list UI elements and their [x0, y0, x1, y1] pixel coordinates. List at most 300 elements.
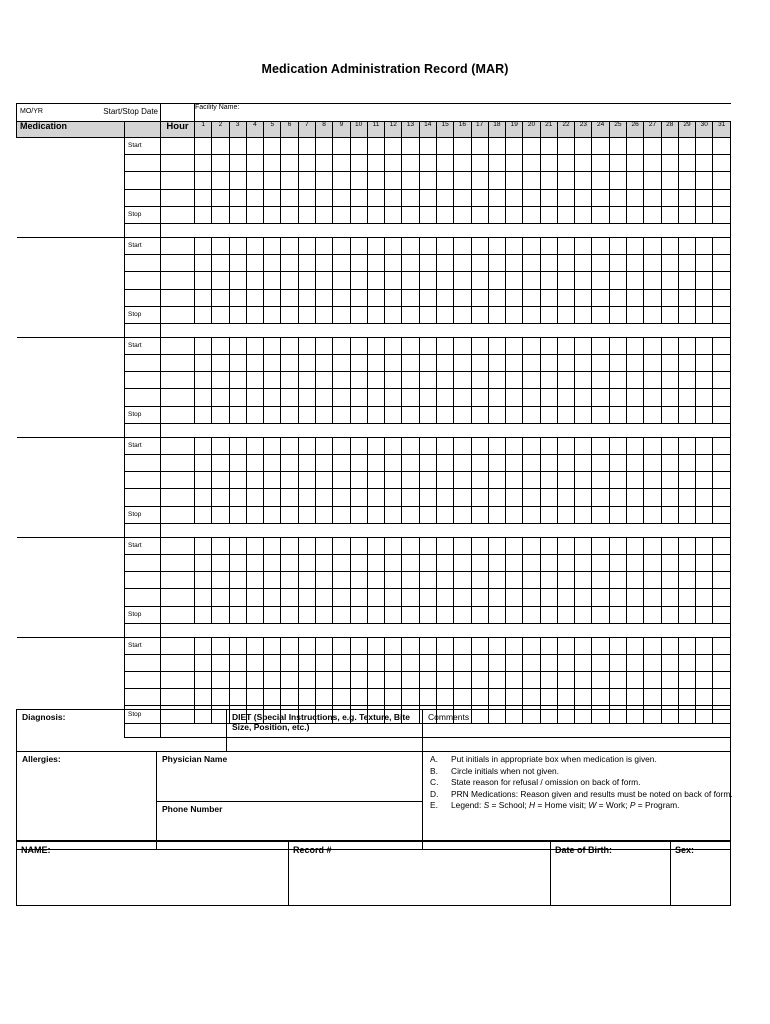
day-entry-cell[interactable]	[713, 189, 731, 206]
day-entry-cell[interactable]	[281, 554, 298, 571]
day-entry-cell[interactable]	[419, 206, 436, 223]
day-entry-cell[interactable]	[661, 489, 678, 506]
day-entry-cell[interactable]	[609, 589, 626, 606]
day-entry-cell[interactable]	[385, 572, 402, 589]
day-entry-cell[interactable]	[661, 155, 678, 172]
day-entry-cell[interactable]	[575, 406, 592, 423]
day-entry-cell[interactable]	[195, 189, 212, 206]
day-entry-cell[interactable]	[419, 255, 436, 272]
day-entry-cell[interactable]	[678, 155, 695, 172]
day-entry-cell[interactable]	[454, 138, 471, 155]
day-entry-cell[interactable]	[557, 289, 574, 306]
day-entry-cell[interactable]	[592, 455, 609, 472]
day-entry-cell[interactable]	[557, 406, 574, 423]
day-entry-cell[interactable]	[454, 289, 471, 306]
hour-entry-cell[interactable]	[161, 255, 195, 272]
day-entry-cell[interactable]	[246, 237, 263, 254]
day-entry-cell[interactable]	[350, 554, 367, 571]
day-entry-cell[interactable]	[696, 489, 713, 506]
day-entry-cell[interactable]	[609, 306, 626, 323]
day-entry-cell[interactable]	[454, 406, 471, 423]
day-entry-cell[interactable]	[402, 437, 419, 454]
day-entry-cell[interactable]	[212, 355, 229, 372]
start-stop-blank-cell[interactable]	[125, 554, 161, 571]
day-entry-cell[interactable]	[540, 138, 557, 155]
day-entry-cell[interactable]	[471, 237, 488, 254]
day-entry-cell[interactable]	[661, 138, 678, 155]
day-entry-cell[interactable]	[540, 237, 557, 254]
day-entry-cell[interactable]	[454, 654, 471, 671]
day-entry-cell[interactable]	[315, 572, 332, 589]
day-entry-cell[interactable]	[627, 537, 644, 554]
record-cell[interactable]	[289, 841, 551, 906]
day-entry-cell[interactable]	[298, 537, 315, 554]
day-entry-cell[interactable]	[419, 306, 436, 323]
day-entry-cell[interactable]	[246, 537, 263, 554]
medication-name-field[interactable]	[17, 237, 125, 323]
day-entry-cell[interactable]	[644, 689, 661, 706]
day-entry-cell[interactable]	[609, 372, 626, 389]
day-entry-cell[interactable]	[195, 455, 212, 472]
day-entry-cell[interactable]	[315, 138, 332, 155]
start-stop-blank-cell[interactable]	[125, 689, 161, 706]
day-entry-cell[interactable]	[402, 206, 419, 223]
day-entry-cell[interactable]	[557, 337, 574, 354]
day-entry-cell[interactable]	[471, 355, 488, 372]
day-entry-cell[interactable]	[402, 637, 419, 654]
day-entry-cell[interactable]	[506, 489, 523, 506]
day-entry-cell[interactable]	[592, 289, 609, 306]
start-stop-blank-cell[interactable]	[125, 255, 161, 272]
day-entry-cell[interactable]	[333, 372, 350, 389]
day-entry-cell[interactable]	[281, 437, 298, 454]
day-entry-cell[interactable]	[436, 554, 453, 571]
day-entry-cell[interactable]	[298, 637, 315, 654]
day-entry-cell[interactable]	[592, 337, 609, 354]
day-entry-cell[interactable]	[678, 554, 695, 571]
day-entry-cell[interactable]	[523, 506, 540, 523]
day-entry-cell[interactable]	[436, 206, 453, 223]
day-entry-cell[interactable]	[264, 589, 281, 606]
day-entry-cell[interactable]	[575, 637, 592, 654]
day-entry-cell[interactable]	[436, 237, 453, 254]
day-entry-cell[interactable]	[488, 237, 505, 254]
day-entry-cell[interactable]	[696, 372, 713, 389]
day-entry-cell[interactable]	[315, 255, 332, 272]
hour-entry-cell[interactable]	[161, 455, 195, 472]
day-entry-cell[interactable]	[471, 589, 488, 606]
day-entry-cell[interactable]	[488, 637, 505, 654]
day-entry-cell[interactable]	[540, 455, 557, 472]
day-entry-cell[interactable]	[471, 172, 488, 189]
day-entry-cell[interactable]	[506, 654, 523, 671]
start-stop-blank-cell[interactable]	[125, 189, 161, 206]
day-entry-cell[interactable]	[315, 472, 332, 489]
day-entry-cell[interactable]	[298, 372, 315, 389]
day-entry-cell[interactable]	[281, 489, 298, 506]
day-entry-cell[interactable]	[506, 637, 523, 654]
day-entry-cell[interactable]	[592, 406, 609, 423]
day-entry-cell[interactable]	[540, 689, 557, 706]
day-entry-cell[interactable]	[229, 306, 246, 323]
day-entry-cell[interactable]	[471, 389, 488, 406]
day-entry-cell[interactable]	[644, 337, 661, 354]
day-entry-cell[interactable]	[281, 472, 298, 489]
day-entry-cell[interactable]	[350, 489, 367, 506]
day-entry-cell[interactable]	[575, 437, 592, 454]
medication-name-field[interactable]	[17, 537, 125, 623]
day-entry-cell[interactable]	[298, 489, 315, 506]
day-entry-cell[interactable]	[488, 589, 505, 606]
day-entry-cell[interactable]	[454, 306, 471, 323]
day-entry-cell[interactable]	[454, 506, 471, 523]
day-entry-cell[interactable]	[627, 138, 644, 155]
day-entry-cell[interactable]	[436, 537, 453, 554]
day-entry-cell[interactable]	[627, 689, 644, 706]
day-entry-cell[interactable]	[506, 355, 523, 372]
day-entry-cell[interactable]	[592, 138, 609, 155]
day-entry-cell[interactable]	[333, 138, 350, 155]
day-entry-cell[interactable]	[436, 472, 453, 489]
day-entry-cell[interactable]	[385, 537, 402, 554]
day-entry-cell[interactable]	[644, 637, 661, 654]
day-entry-cell[interactable]	[350, 472, 367, 489]
day-entry-cell[interactable]	[609, 389, 626, 406]
day-entry-cell[interactable]	[713, 455, 731, 472]
day-entry-cell[interactable]	[454, 372, 471, 389]
day-entry-cell[interactable]	[367, 689, 384, 706]
day-entry-cell[interactable]	[212, 389, 229, 406]
day-entry-cell[interactable]	[557, 637, 574, 654]
day-entry-cell[interactable]	[627, 472, 644, 489]
day-entry-cell[interactable]	[333, 654, 350, 671]
day-entry-cell[interactable]	[540, 654, 557, 671]
day-entry-cell[interactable]	[678, 406, 695, 423]
day-entry-cell[interactable]	[696, 672, 713, 689]
day-entry-cell[interactable]	[678, 189, 695, 206]
day-entry-cell[interactable]	[592, 237, 609, 254]
day-entry-cell[interactable]	[506, 272, 523, 289]
day-entry-cell[interactable]	[315, 506, 332, 523]
day-entry-cell[interactable]	[523, 472, 540, 489]
day-entry-cell[interactable]	[333, 406, 350, 423]
day-entry-cell[interactable]	[540, 406, 557, 423]
day-entry-cell[interactable]	[367, 372, 384, 389]
day-entry-cell[interactable]	[212, 637, 229, 654]
day-entry-cell[interactable]	[385, 389, 402, 406]
day-entry-cell[interactable]	[264, 554, 281, 571]
day-entry-cell[interactable]	[454, 437, 471, 454]
day-entry-cell[interactable]	[713, 406, 731, 423]
day-entry-cell[interactable]	[419, 389, 436, 406]
day-entry-cell[interactable]	[385, 337, 402, 354]
day-entry-cell[interactable]	[678, 255, 695, 272]
day-entry-cell[interactable]	[367, 572, 384, 589]
day-entry-cell[interactable]	[264, 138, 281, 155]
day-entry-cell[interactable]	[281, 306, 298, 323]
day-entry-cell[interactable]	[609, 654, 626, 671]
day-entry-cell[interactable]	[195, 172, 212, 189]
day-entry-cell[interactable]	[281, 572, 298, 589]
day-entry-cell[interactable]	[696, 155, 713, 172]
day-entry-cell[interactable]	[592, 206, 609, 223]
day-entry-cell[interactable]	[229, 406, 246, 423]
day-entry-cell[interactable]	[609, 206, 626, 223]
day-entry-cell[interactable]	[454, 572, 471, 589]
day-entry-cell[interactable]	[402, 372, 419, 389]
day-entry-cell[interactable]	[419, 689, 436, 706]
day-entry-cell[interactable]	[402, 689, 419, 706]
day-entry-cell[interactable]	[471, 506, 488, 523]
hour-entry-cell[interactable]	[161, 337, 195, 354]
day-entry-cell[interactable]	[696, 606, 713, 623]
day-entry-cell[interactable]	[350, 272, 367, 289]
day-entry-cell[interactable]	[609, 506, 626, 523]
day-entry-cell[interactable]	[523, 206, 540, 223]
day-entry-cell[interactable]	[592, 272, 609, 289]
day-entry-cell[interactable]	[229, 654, 246, 671]
day-entry-cell[interactable]	[264, 437, 281, 454]
hour-entry-cell[interactable]	[161, 406, 195, 423]
day-entry-cell[interactable]	[696, 506, 713, 523]
day-entry-cell[interactable]	[333, 672, 350, 689]
day-entry-cell[interactable]	[661, 355, 678, 372]
day-entry-cell[interactable]	[419, 372, 436, 389]
day-entry-cell[interactable]	[557, 455, 574, 472]
day-entry-cell[interactable]	[592, 589, 609, 606]
day-entry-cell[interactable]	[661, 589, 678, 606]
day-entry-cell[interactable]	[264, 572, 281, 589]
day-entry-cell[interactable]	[609, 572, 626, 589]
hour-entry-cell[interactable]	[161, 206, 195, 223]
day-entry-cell[interactable]	[298, 437, 315, 454]
day-entry-cell[interactable]	[195, 138, 212, 155]
day-entry-cell[interactable]	[333, 337, 350, 354]
day-entry-cell[interactable]	[402, 537, 419, 554]
day-entry-cell[interactable]	[627, 589, 644, 606]
day-entry-cell[interactable]	[436, 389, 453, 406]
day-entry-cell[interactable]	[195, 537, 212, 554]
day-entry-cell[interactable]	[454, 455, 471, 472]
day-entry-cell[interactable]	[402, 455, 419, 472]
day-entry-cell[interactable]	[696, 589, 713, 606]
day-entry-cell[interactable]	[350, 372, 367, 389]
day-entry-cell[interactable]	[696, 138, 713, 155]
day-entry-cell[interactable]	[367, 355, 384, 372]
day-entry-cell[interactable]	[385, 172, 402, 189]
day-entry-cell[interactable]	[592, 606, 609, 623]
day-entry-cell[interactable]	[436, 289, 453, 306]
day-entry-cell[interactable]	[264, 272, 281, 289]
day-entry-cell[interactable]	[264, 606, 281, 623]
day-entry-cell[interactable]	[246, 172, 263, 189]
day-entry-cell[interactable]	[644, 472, 661, 489]
day-entry-cell[interactable]	[575, 337, 592, 354]
day-entry-cell[interactable]	[696, 272, 713, 289]
day-entry-cell[interactable]	[678, 654, 695, 671]
day-entry-cell[interactable]	[627, 372, 644, 389]
day-entry-cell[interactable]	[246, 672, 263, 689]
day-entry-cell[interactable]	[402, 237, 419, 254]
day-entry-cell[interactable]	[627, 455, 644, 472]
day-entry-cell[interactable]	[385, 606, 402, 623]
day-entry-cell[interactable]	[436, 138, 453, 155]
day-entry-cell[interactable]	[195, 289, 212, 306]
day-entry-cell[interactable]	[195, 406, 212, 423]
day-entry-cell[interactable]	[402, 306, 419, 323]
day-entry-cell[interactable]	[627, 654, 644, 671]
start-stop-blank-cell[interactable]	[125, 289, 161, 306]
day-entry-cell[interactable]	[385, 306, 402, 323]
day-entry-cell[interactable]	[696, 472, 713, 489]
stop-label-cell[interactable]	[125, 206, 161, 223]
day-entry-cell[interactable]	[488, 155, 505, 172]
day-entry-cell[interactable]	[350, 406, 367, 423]
day-entry-cell[interactable]	[523, 138, 540, 155]
day-entry-cell[interactable]	[281, 237, 298, 254]
day-entry-cell[interactable]	[281, 606, 298, 623]
start-stop-blank-cell[interactable]	[125, 372, 161, 389]
day-entry-cell[interactable]	[315, 654, 332, 671]
start-stop-blank-cell[interactable]	[125, 489, 161, 506]
day-entry-cell[interactable]	[419, 506, 436, 523]
day-entry-cell[interactable]	[281, 272, 298, 289]
day-entry-cell[interactable]	[212, 138, 229, 155]
day-entry-cell[interactable]	[644, 554, 661, 571]
day-entry-cell[interactable]	[246, 272, 263, 289]
day-entry-cell[interactable]	[609, 406, 626, 423]
day-entry-cell[interactable]	[678, 637, 695, 654]
day-entry-cell[interactable]	[506, 237, 523, 254]
day-entry-cell[interactable]	[229, 455, 246, 472]
day-entry-cell[interactable]	[557, 355, 574, 372]
day-entry-cell[interactable]	[419, 272, 436, 289]
day-entry-cell[interactable]	[696, 206, 713, 223]
day-entry-cell[interactable]	[661, 237, 678, 254]
day-entry-cell[interactable]	[557, 138, 574, 155]
day-entry-cell[interactable]	[281, 255, 298, 272]
day-entry-cell[interactable]	[385, 455, 402, 472]
day-entry-cell[interactable]	[350, 589, 367, 606]
day-entry-cell[interactable]	[661, 654, 678, 671]
day-entry-cell[interactable]	[246, 206, 263, 223]
start-label-cell[interactable]	[125, 138, 161, 155]
day-entry-cell[interactable]	[195, 637, 212, 654]
day-entry-cell[interactable]	[436, 306, 453, 323]
day-entry-cell[interactable]	[229, 589, 246, 606]
day-entry-cell[interactable]	[229, 172, 246, 189]
day-entry-cell[interactable]	[212, 437, 229, 454]
day-entry-cell[interactable]	[471, 689, 488, 706]
day-entry-cell[interactable]	[471, 489, 488, 506]
day-entry-cell[interactable]	[298, 289, 315, 306]
day-entry-cell[interactable]	[385, 472, 402, 489]
day-entry-cell[interactable]	[575, 155, 592, 172]
day-entry-cell[interactable]	[488, 437, 505, 454]
day-entry-cell[interactable]	[367, 672, 384, 689]
day-entry-cell[interactable]	[575, 172, 592, 189]
day-entry-cell[interactable]	[195, 437, 212, 454]
day-entry-cell[interactable]	[229, 606, 246, 623]
day-entry-cell[interactable]	[661, 272, 678, 289]
day-entry-cell[interactable]	[713, 472, 731, 489]
comments-cell[interactable]	[423, 710, 731, 752]
day-entry-cell[interactable]	[402, 289, 419, 306]
day-entry-cell[interactable]	[557, 489, 574, 506]
start-stop-blank-cell[interactable]	[125, 389, 161, 406]
day-entry-cell[interactable]	[713, 237, 731, 254]
day-entry-cell[interactable]	[402, 255, 419, 272]
day-entry-cell[interactable]	[315, 554, 332, 571]
day-entry-cell[interactable]	[367, 472, 384, 489]
day-entry-cell[interactable]	[713, 554, 731, 571]
hour-entry-cell[interactable]	[161, 389, 195, 406]
day-entry-cell[interactable]	[678, 289, 695, 306]
day-entry-cell[interactable]	[195, 155, 212, 172]
day-entry-cell[interactable]	[402, 672, 419, 689]
day-entry-cell[interactable]	[523, 654, 540, 671]
day-entry-cell[interactable]	[385, 189, 402, 206]
day-entry-cell[interactable]	[229, 155, 246, 172]
day-entry-cell[interactable]	[246, 489, 263, 506]
start-stop-blank-cell[interactable]	[125, 155, 161, 172]
day-entry-cell[interactable]	[333, 572, 350, 589]
day-entry-cell[interactable]	[678, 372, 695, 389]
day-entry-cell[interactable]	[471, 537, 488, 554]
day-entry-cell[interactable]	[298, 337, 315, 354]
day-entry-cell[interactable]	[661, 672, 678, 689]
day-entry-cell[interactable]	[661, 572, 678, 589]
day-entry-cell[interactable]	[557, 506, 574, 523]
day-entry-cell[interactable]	[367, 654, 384, 671]
day-entry-cell[interactable]	[281, 372, 298, 389]
day-entry-cell[interactable]	[419, 572, 436, 589]
day-entry-cell[interactable]	[454, 389, 471, 406]
day-entry-cell[interactable]	[436, 689, 453, 706]
day-entry-cell[interactable]	[644, 289, 661, 306]
day-entry-cell[interactable]	[298, 689, 315, 706]
day-entry-cell[interactable]	[713, 672, 731, 689]
day-entry-cell[interactable]	[523, 172, 540, 189]
day-entry-cell[interactable]	[281, 455, 298, 472]
day-entry-cell[interactable]	[367, 306, 384, 323]
day-entry-cell[interactable]	[506, 406, 523, 423]
day-entry-cell[interactable]	[575, 689, 592, 706]
day-entry-cell[interactable]	[575, 554, 592, 571]
day-entry-cell[interactable]	[627, 172, 644, 189]
day-entry-cell[interactable]	[195, 237, 212, 254]
day-entry-cell[interactable]	[523, 155, 540, 172]
day-entry-cell[interactable]	[454, 355, 471, 372]
day-entry-cell[interactable]	[575, 289, 592, 306]
day-entry-cell[interactable]	[713, 489, 731, 506]
day-entry-cell[interactable]	[713, 355, 731, 372]
day-entry-cell[interactable]	[436, 355, 453, 372]
day-entry-cell[interactable]	[627, 206, 644, 223]
medication-name-field[interactable]	[17, 437, 125, 523]
day-entry-cell[interactable]	[557, 372, 574, 389]
day-entry-cell[interactable]	[454, 637, 471, 654]
day-entry-cell[interactable]	[385, 138, 402, 155]
day-entry-cell[interactable]	[575, 589, 592, 606]
day-entry-cell[interactable]	[229, 372, 246, 389]
day-entry-cell[interactable]	[540, 572, 557, 589]
day-entry-cell[interactable]	[644, 406, 661, 423]
day-entry-cell[interactable]	[471, 372, 488, 389]
day-entry-cell[interactable]	[436, 606, 453, 623]
day-entry-cell[interactable]	[419, 189, 436, 206]
day-entry-cell[interactable]	[315, 372, 332, 389]
